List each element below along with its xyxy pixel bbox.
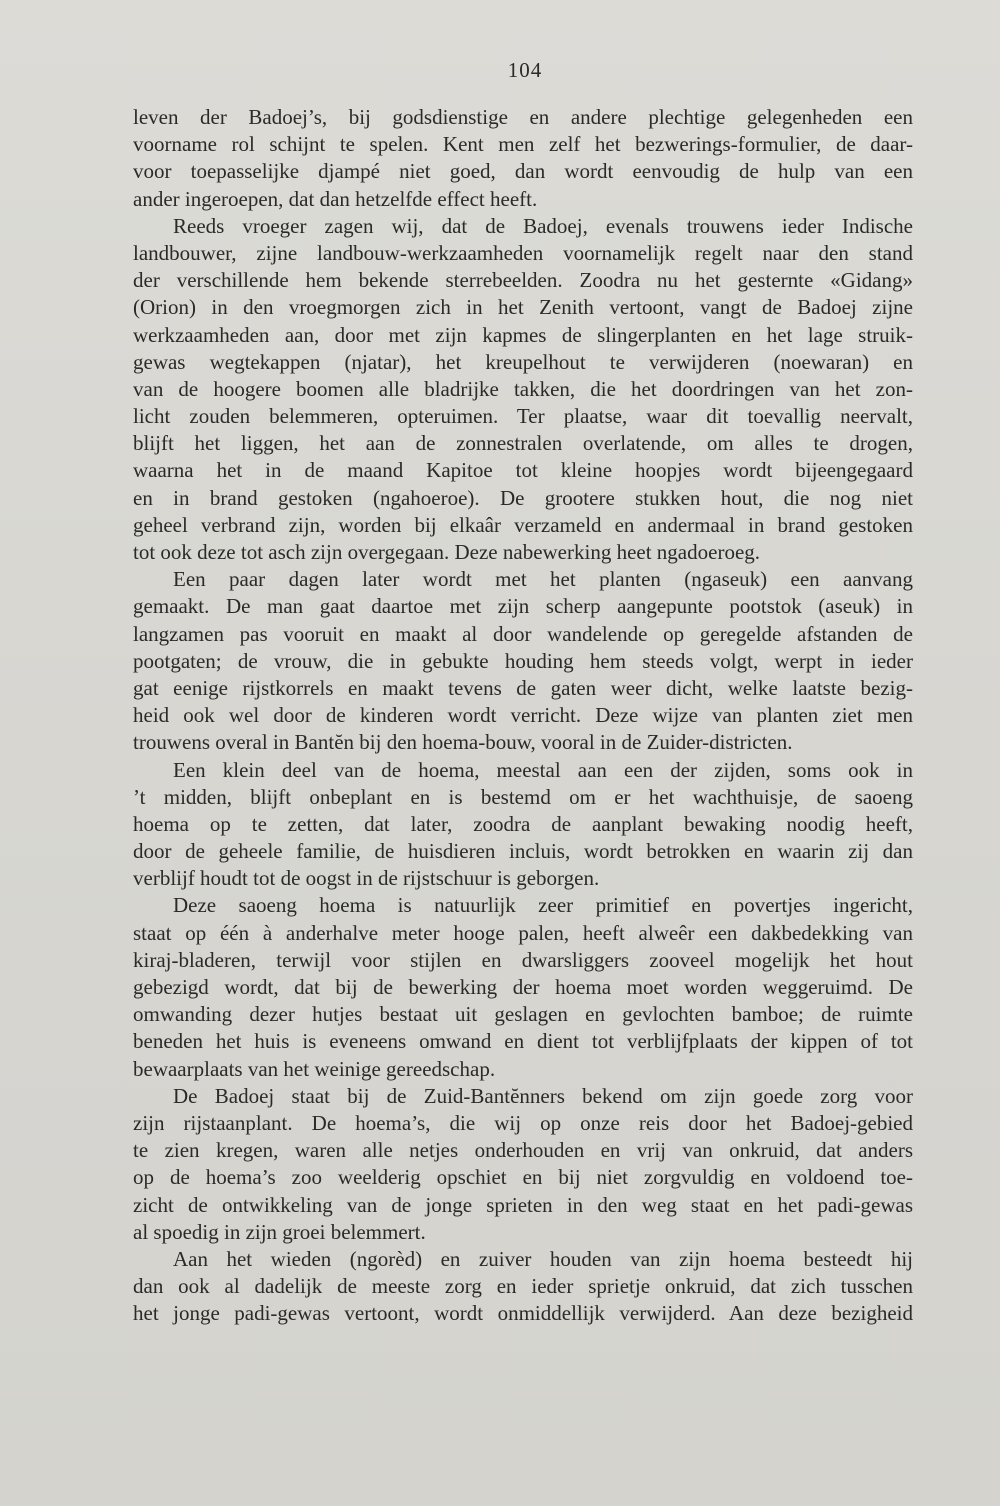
- text-line: voorname rol schijnt te spelen. Kent men zelf het bezwerings-formulier, de daar-: [133, 132, 913, 157]
- text-line: beneden het huis is eveneens omwand en dient tot verblijfplaats der kippen of tot: [133, 1029, 913, 1054]
- text-line: zicht de ontwikkeling van de jonge sprieten in den weg staat en het padi-gewas: [133, 1192, 913, 1217]
- text-line: tot ook deze tot asch zijn overgegaan. Deze nabewerking heet ngadoeroeg.: [133, 540, 761, 564]
- text-line: Een klein deel van de hoema, meestal aan een der zijden, soms ook in: [173, 757, 913, 782]
- text-line: bewaarplaats van het weinige gereedschap.: [133, 1056, 496, 1081]
- text-line: Deze saoeng hoema is natuurlijk zeer primitief en povertjes ingericht,: [173, 893, 913, 918]
- text-line: omwanding dezer hutjes bestaat uit geslagen en gevlochten bamboe; de ruimte: [133, 1002, 913, 1027]
- text-line: van de hoogere boomen alle bladrijke takken, die het doordringen van het zon-: [133, 376, 913, 401]
- text-line: al spoedig in zijn groei belemmert.: [133, 1219, 426, 1244]
- text-line: der verschillende hem bekende sterrebeelden. Zoodra nu het gesternte «Gidang»: [133, 268, 913, 293]
- text-line: landbouwer, zijne landbouw-werkzaamheden voornamelijk regelt naar den stand: [133, 240, 913, 265]
- text-line: staat op één à anderhalve meter hooge palen, heeft alweêr een dakbedekking van: [133, 920, 913, 945]
- text-line: werkzaamheden aan, door met zijn kapmes de slingerplanten en het lage struik-: [133, 322, 913, 347]
- text-line: Aan het wieden (ngorèd) en zuiver houden van zijn hoema besteedt hij: [173, 1246, 913, 1271]
- text-line: leven der Badoej’s, bij godsdienstige en andere plechtige gelegenheden een: [133, 105, 913, 129]
- text-line: ’t midden, blijft onbeplant en is bestemd om er het wachthuisje, de saoeng: [133, 784, 913, 809]
- text-line: Een paar dagen later wordt met het planten (ngaseuk) een aanvang: [173, 567, 913, 592]
- text-line: ander ingeroepen, dat dan hetzelfde effect heeft.: [133, 186, 538, 211]
- text-line: waarna het in de maand Kapitoe tot kleine hoopjes wordt bijeengegaard: [133, 458, 913, 483]
- text-line: te zien kregen, waren alle netjes onderhouden en vrij van onkruid, dat anders: [133, 1138, 913, 1163]
- text-line: pootgaten; de vrouw, die in gebukte houding hem steeds volgt, werpt in ieder: [133, 648, 913, 673]
- text-line: op de hoema’s zoo weelderig opschiet en bij niet zorgvuldig en voldoend toe-: [133, 1165, 913, 1190]
- text-line: licht zouden belemmeren, opteruimen. Ter plaatse, waar dit toevallig neervalt,: [133, 404, 913, 429]
- text-line: (Orion) in den vroegmorgen zich in het Zenith vertoont, vangt de Badoej zijne: [133, 295, 913, 320]
- text-line: gebezigd wordt, dat bij de bewerking der hoema moet worden weggeruimd. De: [133, 975, 913, 999]
- text-line: langzamen pas vooruit en maakt al door wandelende op geregelde afstanden de: [133, 621, 913, 646]
- text-line: door de geheele familie, de huisdieren incluis, wordt betrokken en waarin zij dan: [133, 839, 913, 864]
- text-line: verblijf houdt tot de oogst in de rijstschuur is geborgen.: [133, 866, 600, 891]
- text-line: trouwens overal in Bantĕn bij den hoema-bouw, vooral in de Zuider-districten.: [133, 730, 793, 755]
- text-line: gemaakt. De man gaat daartoe met zijn scherp aangepunte pootstok (aseuk) in: [133, 594, 913, 619]
- text-line: kiraj-bladeren, terwijl voor stijlen en dwarsliggers zooveel mogelijk het hout: [133, 947, 913, 972]
- text-line: gewas wegtekappen (njatar), het kreupelhout te verwijderen (noewaran) en: [133, 349, 913, 374]
- text-line: geheel verbrand zijn, worden bij elkaâr verzameld en andermaal in brand gestoken: [133, 512, 913, 537]
- page-number: 104: [507, 58, 543, 82]
- text-line: De Badoej staat bij de Zuid-Bantĕnners bekend om zijn goede zorg voor: [173, 1083, 913, 1108]
- text-line: gat eenige rijstkorrels en maakt tevens de gaten weer dicht, welke laatste bezig-: [133, 675, 913, 700]
- text-line: dan ook al dadelijk de meeste zorg en ieder sprietje onkruid, dat zich tusschen: [133, 1274, 913, 1299]
- text-line: en in brand gestoken (ngahoeroe). De grootere stukken hout, die nog niet: [133, 485, 913, 510]
- text-line: hoema op te zetten, dat later, zoodra de aanplant bewaking noodig heeft,: [133, 811, 913, 836]
- text-line: het jonge padi-gewas vertoont, wordt onmiddellijk verwijderd. Aan deze bezigheid: [133, 1301, 913, 1326]
- text-line: voor toepasselijke djampé niet goed, dan wordt eenvoudig de hulp van een: [133, 159, 913, 184]
- text-line: heid ook wel door de kinderen wordt verricht. Deze wijze van planten ziet men: [133, 703, 913, 728]
- text-line: Reeds vroeger zagen wij, dat de Badoej, evenals trouwens ieder Indische: [173, 213, 913, 238]
- body-text: [133, 104, 913, 1327]
- text-line: zijn rijstaanplant. De hoema’s, die wij op onze reis door het Badoej-gebied: [133, 1110, 913, 1135]
- text-line: blijft het liggen, het aan de zonnestralen overlatende, om alles te drogen,: [133, 431, 913, 456]
